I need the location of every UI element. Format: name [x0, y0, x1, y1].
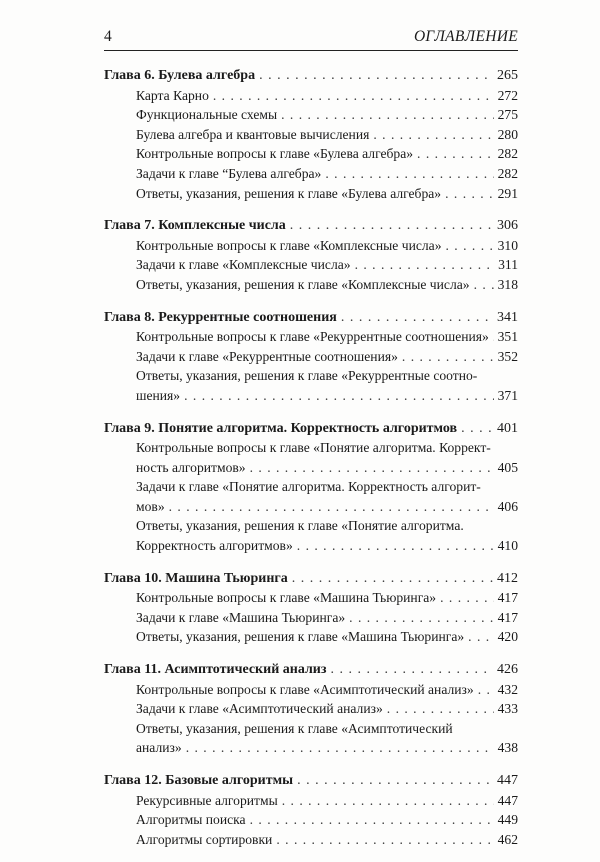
entry-page: 462	[497, 831, 518, 847]
dot-leader	[493, 327, 494, 347]
toc-entry	[104, 608, 518, 628]
entry-page: 406	[497, 498, 518, 514]
dot-leader	[259, 66, 493, 86]
toc-entry	[104, 327, 518, 347]
chapter-title: Глава 9. Понятие алгоритма. Корректность алгоритмов	[104, 420, 458, 436]
entry-page: 310	[497, 237, 518, 253]
chapter-page: 265	[497, 68, 518, 83]
entry-title: Ответы, указания, решения к главе «Рекуррентные соотно-	[136, 368, 478, 384]
entry-title: Ответы, указания, решения к главе «Комплексные числа»	[136, 276, 470, 292]
chapter-page: 412	[497, 570, 518, 586]
chapter-block	[104, 419, 518, 556]
chapter-heading	[104, 660, 518, 680]
entry-title: Контрольные вопросы к главе «Рекуррентные соотношения»	[136, 329, 489, 345]
running-title: ОГЛАВЛЕНИЕ	[413, 28, 518, 45]
entry-title: Ответы, указания, решения к главе «Асимптотический	[136, 720, 453, 736]
dot-leader	[355, 255, 495, 275]
entry-title: Контрольные вопросы к главе «Понятие алгоритма. Коррект-	[136, 440, 491, 456]
toc-entry	[104, 810, 518, 830]
dot-leader	[417, 144, 494, 164]
dot-leader	[184, 386, 494, 406]
toc-entry	[104, 164, 518, 184]
chapter-heading	[104, 308, 518, 328]
dot-leader	[446, 236, 494, 256]
toc-entry-continuation	[104, 738, 518, 758]
toc-entry	[104, 105, 518, 125]
dot-leader	[297, 536, 494, 556]
entry-page: 371	[497, 387, 518, 403]
entry-page: 410	[497, 538, 518, 554]
toc-entry	[104, 125, 518, 145]
chapter-heading	[104, 66, 518, 86]
page-number: 4	[104, 28, 112, 45]
entry-title: Задачи к главе «Понятие алгоритма. Корректность алгорит-	[136, 479, 481, 495]
entry-page: 417	[497, 590, 518, 606]
chapter-page: 306	[497, 218, 518, 234]
toc-entry	[104, 275, 518, 295]
entry-title: Контрольные вопросы к главе «Булева алгебра»	[136, 146, 414, 162]
entry-page: 291	[497, 185, 518, 201]
toc-entry	[104, 255, 518, 275]
entry-page: 351	[497, 329, 518, 345]
chapter-title: Глава 8. Рекуррентные соотношения	[104, 309, 337, 325]
entry-title: шения»	[136, 387, 181, 403]
entry-page: 432	[497, 681, 518, 697]
chapter-block	[104, 216, 518, 294]
dot-leader	[461, 419, 493, 439]
entry-page: 417	[497, 609, 518, 625]
entry-title: Задачи к главе «Рекуррентные соотношения»	[136, 348, 398, 364]
chapter-title: Глава 10. Машина Тьюринга	[104, 570, 288, 586]
dot-leader	[325, 164, 493, 184]
entry-page: 272	[497, 87, 518, 103]
dot-leader	[213, 86, 494, 106]
chapter-title: Глава 12. Базовые алгоритмы	[104, 773, 294, 788]
dot-leader	[373, 125, 493, 145]
entry-page: 405	[497, 459, 518, 475]
entry-title: Рекурсивные алгоритмы	[136, 792, 278, 808]
entry-page: 311	[498, 257, 518, 273]
dot-leader	[169, 497, 494, 517]
entry-title: Задачи к главе “Булева алгебра»	[136, 165, 322, 181]
chapter-page: 426	[497, 662, 518, 678]
dot-leader	[474, 275, 494, 295]
toc-entry	[104, 347, 518, 367]
running-header	[104, 24, 518, 51]
chapter-title: Глава 11. Асимптотический анализ	[104, 662, 327, 678]
dot-leader	[250, 458, 494, 478]
entry-page: 275	[497, 107, 518, 123]
dot-leader	[387, 699, 494, 719]
entry-title: Алгоритмы поиска	[136, 812, 246, 828]
dot-leader	[186, 738, 494, 758]
toc-entry	[104, 366, 518, 386]
table-of-contents	[104, 66, 518, 862]
chapter-heading	[104, 569, 518, 589]
toc-entry-continuation	[104, 536, 518, 556]
entry-title: Ответы, указания, решения к главе «Понятие алгоритма.	[136, 518, 464, 534]
toc-entry	[104, 588, 518, 608]
entry-title: Ответы, указания, решения к главе «Булева алгебра»	[136, 185, 442, 201]
entry-title: Булева алгебра и квантовые вычисления	[136, 126, 370, 142]
entry-title: Задачи к главе «Асимптотический анализ»	[136, 701, 383, 717]
entry-page: 282	[497, 165, 518, 181]
chapter-block	[104, 66, 518, 203]
entry-title: мов»	[136, 498, 165, 514]
dot-leader	[290, 216, 493, 236]
entry-page: 318	[497, 276, 518, 292]
dot-leader	[478, 680, 494, 700]
entry-page: 438	[497, 740, 518, 756]
entry-title: Карта Карно	[136, 87, 209, 103]
entry-title: Функциональные схемы	[136, 107, 278, 123]
entry-page: 449	[497, 812, 518, 828]
chapter-page: 401	[497, 420, 518, 436]
entry-title: ность алгоритмов»	[136, 459, 246, 475]
toc-entry	[104, 719, 518, 739]
dot-leader	[281, 105, 494, 125]
chapter-block	[104, 660, 518, 758]
entry-title: Контрольные вопросы к главе «Асимптотический анализ»	[136, 681, 474, 697]
toc-entry	[104, 86, 518, 106]
entry-page: 420	[497, 629, 518, 645]
dot-leader	[292, 569, 493, 589]
dot-leader	[468, 627, 493, 647]
toc-entry	[104, 236, 518, 256]
entry-title: Ответы, указания, решения к главе «Машина Тьюринга»	[136, 629, 465, 645]
entry-title: Алгоритмы сортировки	[136, 831, 273, 847]
toc-entry	[104, 791, 518, 811]
entry-page: 280	[497, 126, 518, 142]
chapter-block	[104, 771, 518, 849]
entry-title: Задачи к главе «Машина Тьюринга»	[136, 609, 346, 625]
entry-title: Контрольные вопросы к главе «Комплексные числа»	[136, 237, 442, 253]
toc-entry	[104, 627, 518, 647]
entry-page: 433	[497, 701, 518, 717]
toc-entry	[104, 184, 518, 204]
entry-title: Контрольные вопросы к главе «Машина Тьюринга»	[136, 590, 437, 606]
dot-leader	[331, 660, 494, 680]
chapter-block	[104, 308, 518, 406]
toc-entry	[104, 438, 518, 458]
toc-entry-continuation	[104, 458, 518, 478]
toc-entry	[104, 477, 518, 497]
dot-leader	[341, 308, 493, 328]
dot-leader	[297, 771, 493, 791]
entry-page: 447	[497, 792, 518, 808]
chapter-heading	[104, 771, 518, 791]
entry-title: анализ»	[136, 740, 182, 756]
dot-leader	[402, 347, 494, 367]
chapter-page: 447	[497, 773, 518, 788]
chapter-page: 341	[497, 309, 518, 325]
toc-entry-continuation	[104, 497, 518, 517]
dot-leader	[250, 810, 494, 830]
toc-entry	[104, 699, 518, 719]
dot-leader	[440, 588, 494, 608]
chapter-heading	[104, 216, 518, 236]
toc-entry	[104, 680, 518, 700]
dot-leader	[445, 184, 494, 204]
dot-leader	[276, 830, 493, 850]
entry-page: 352	[497, 348, 518, 364]
toc-entry	[104, 144, 518, 164]
entry-page: 282	[497, 146, 518, 162]
chapter-block	[104, 569, 518, 647]
toc-entry	[104, 830, 518, 850]
toc-entry	[104, 516, 518, 536]
dot-leader	[349, 608, 493, 628]
dot-leader	[282, 791, 494, 811]
entry-title: Корректность алгоритмов»	[136, 538, 293, 554]
chapter-heading	[104, 419, 518, 439]
entry-title: Задачи к главе «Комплексные числа»	[136, 257, 351, 273]
chapter-title: Глава 6. Булева алгебра	[104, 68, 256, 83]
toc-entry-continuation	[104, 386, 518, 406]
chapter-title: Глава 7. Комплексные числа	[104, 218, 286, 234]
